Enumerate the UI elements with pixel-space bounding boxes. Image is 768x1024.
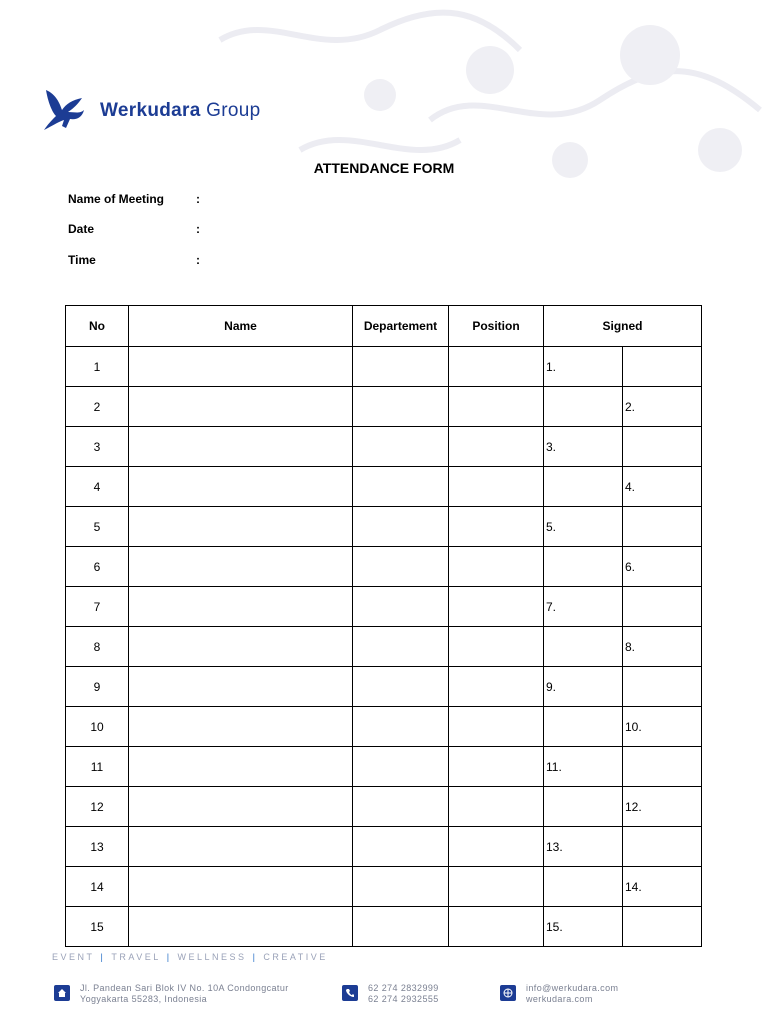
department-cell — [353, 787, 449, 827]
position-cell — [449, 747, 544, 787]
position-cell — [449, 907, 544, 947]
no-cell: 9 — [66, 667, 129, 707]
no-cell: 15 — [66, 907, 129, 947]
globe-icon — [500, 985, 516, 1001]
no-cell: 2 — [66, 387, 129, 427]
no-cell: 1 — [66, 347, 129, 387]
table-header-row — [66, 306, 702, 347]
sign-cell-left: 9. — [544, 667, 623, 707]
sign-cell-right — [623, 667, 702, 707]
table-row — [66, 547, 702, 587]
header-signed: Signed — [544, 306, 702, 347]
sign-cell-right: 2. — [623, 387, 702, 427]
department-cell — [353, 627, 449, 667]
sign-cell-left — [544, 707, 623, 747]
position-cell — [449, 627, 544, 667]
position-cell — [449, 427, 544, 467]
department-cell — [353, 387, 449, 427]
table-row — [66, 507, 702, 547]
time-field: Time : — [68, 253, 200, 267]
sign-cell-right — [623, 587, 702, 627]
department-cell — [353, 707, 449, 747]
position-cell — [449, 507, 544, 547]
sign-cell-right — [623, 427, 702, 467]
no-cell: 7 — [66, 587, 129, 627]
footer-phones: 62 274 2832999 62 274 2932555 — [342, 983, 439, 1005]
footer-tags: EVENT | TRAVEL | WELLNESS | CREATIVE — [52, 952, 328, 962]
name-cell — [129, 347, 353, 387]
sign-cell-left: 1. — [544, 347, 623, 387]
table-row — [66, 867, 702, 907]
position-cell — [449, 827, 544, 867]
department-cell — [353, 427, 449, 467]
sign-cell-right: 8. — [623, 627, 702, 667]
name-cell — [129, 907, 353, 947]
position-cell — [449, 347, 544, 387]
name-cell — [129, 547, 353, 587]
no-cell: 4 — [66, 467, 129, 507]
header-name: Name — [129, 306, 353, 347]
no-cell: 3 — [66, 427, 129, 467]
department-cell — [353, 547, 449, 587]
sign-cell-right: 14. — [623, 867, 702, 907]
name-cell — [129, 827, 353, 867]
table-row — [66, 907, 702, 947]
name-cell — [129, 667, 353, 707]
no-cell: 12 — [66, 787, 129, 827]
header-no: No — [66, 306, 129, 347]
department-cell — [353, 907, 449, 947]
attendance-table — [65, 305, 702, 947]
table-row — [66, 667, 702, 707]
footer-web: info@werkudara.com werkudara.com — [500, 983, 618, 1005]
position-cell — [449, 467, 544, 507]
name-cell — [129, 587, 353, 627]
header-position: Position — [449, 306, 544, 347]
name-cell — [129, 507, 353, 547]
position-cell — [449, 667, 544, 707]
name-cell — [129, 707, 353, 747]
sign-cell-left: 3. — [544, 427, 623, 467]
position-cell — [449, 547, 544, 587]
company-logo — [38, 86, 260, 136]
no-cell: 11 — [66, 747, 129, 787]
sign-cell-left — [544, 547, 623, 587]
table-row — [66, 627, 702, 667]
table-row — [66, 467, 702, 507]
sign-cell-left — [544, 627, 623, 667]
sign-cell-right — [623, 747, 702, 787]
sign-cell-left — [544, 387, 623, 427]
sign-cell-right — [623, 827, 702, 867]
table-row — [66, 827, 702, 867]
footer-address: Jl. Pandean Sari Blok IV No. 10A Condongcatur Yogyakarta 55283, Indonesia — [54, 983, 289, 1005]
company-name: Werkudara Group — [100, 100, 261, 121]
sign-cell-left: 11. — [544, 747, 623, 787]
sign-cell-right — [623, 347, 702, 387]
name-cell — [129, 787, 353, 827]
home-icon — [54, 985, 70, 1001]
sign-cell-left — [544, 867, 623, 907]
date-field: Date : — [68, 222, 200, 236]
position-cell — [449, 787, 544, 827]
department-cell — [353, 347, 449, 387]
no-cell: 10 — [66, 707, 129, 747]
no-cell: 14 — [66, 867, 129, 907]
no-cell: 13 — [66, 827, 129, 867]
sign-cell-right: 4. — [623, 467, 702, 507]
no-cell: 5 — [66, 507, 129, 547]
department-cell — [353, 667, 449, 707]
name-cell — [129, 747, 353, 787]
name-cell — [129, 427, 353, 467]
department-cell — [353, 587, 449, 627]
sign-cell-left — [544, 467, 623, 507]
sign-cell-left: 13. — [544, 827, 623, 867]
table-row — [66, 427, 702, 467]
table-row — [66, 707, 702, 747]
department-cell — [353, 867, 449, 907]
sign-cell-left: 7. — [544, 587, 623, 627]
no-cell: 8 — [66, 627, 129, 667]
sign-cell-right — [623, 907, 702, 947]
name-cell — [129, 467, 353, 507]
sign-cell-right: 6. — [623, 547, 702, 587]
table-row — [66, 347, 702, 387]
sign-cell-left — [544, 787, 623, 827]
position-cell — [449, 387, 544, 427]
no-cell: 6 — [66, 547, 129, 587]
sign-cell-left: 15. — [544, 907, 623, 947]
department-cell — [353, 467, 449, 507]
sign-cell-right: 12. — [623, 787, 702, 827]
position-cell — [449, 707, 544, 747]
name-cell — [129, 627, 353, 667]
phone-icon — [342, 985, 358, 1001]
pegasus-logo-icon — [38, 86, 90, 136]
name-cell — [129, 867, 353, 907]
name-cell — [129, 387, 353, 427]
meeting-name-field: Name of Meeting : — [68, 192, 200, 206]
position-cell — [449, 867, 544, 907]
header-department: Departement — [353, 306, 449, 347]
sign-cell-right: 10. — [623, 707, 702, 747]
sign-cell-right — [623, 507, 702, 547]
form-title: ATTENDANCE FORM — [313, 160, 455, 176]
table-row — [66, 587, 702, 627]
department-cell — [353, 827, 449, 867]
table-row — [66, 387, 702, 427]
department-cell — [353, 747, 449, 787]
sign-cell-left: 5. — [544, 507, 623, 547]
position-cell — [449, 587, 544, 627]
table-row — [66, 787, 702, 827]
department-cell — [353, 507, 449, 547]
table-row — [66, 747, 702, 787]
